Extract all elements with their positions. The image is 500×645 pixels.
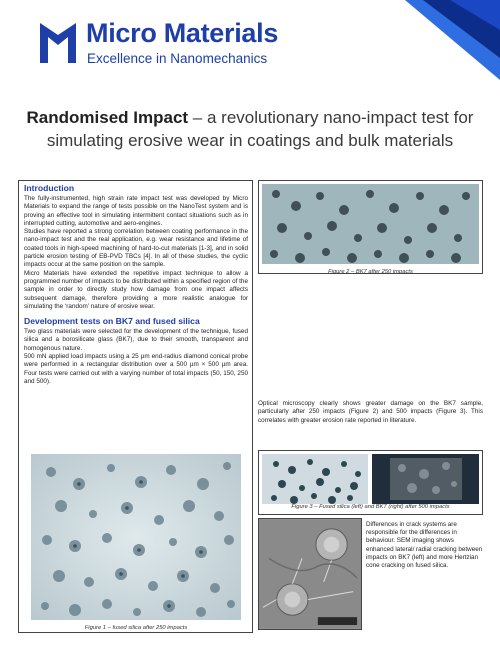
sem-image xyxy=(258,518,362,630)
figure-2 xyxy=(258,180,483,274)
right-column xyxy=(258,180,483,630)
figure-2-caption: Figure 2 – BK7 after 250 impacts xyxy=(328,269,413,275)
intro-paragraph-3: Micro Materials have extended the repetitive impact technique to allow a programmed number of impacts to be distributed within a specified region of the sample in order to directly study how damage from one impact affects subsequent damage, therefore providing a more realistic analogue for simulating the ‘random’ nature of erosive wear. xyxy=(24,269,248,310)
intro-paragraph-2: Studies have reported a strong correlation between coating performance in the nano-impact test and the real application, e.g. wear resistance and lifetime of coated tools in high-speed machining of hard-to-cut materials [1-3], and in solid particle erosion testing of EB-PVD TBCs [4]. In all of these studies, the cyclic impacts occur at the same position on the sample. xyxy=(24,228,248,269)
title-rest: – a revolutionary nano-impact test for simulating erosive wear in coatings and bulk materials xyxy=(46,108,474,150)
fused-silica-500-impacts-image xyxy=(262,454,368,504)
brand-name: Micro Materials xyxy=(86,18,279,48)
fused-silica-micrograph-image xyxy=(31,454,241,620)
sem-paragraph: Differences in crack systems are responsible for the differences in behaviour. SEM imaging shows enhanced lateral/ radial cracking between impacts on BK7 (left) and more Hertzian cone cracking on fused silica. xyxy=(366,521,483,570)
figure-3 xyxy=(258,450,483,515)
brand-tagline: Excellence in Nanomechanics xyxy=(87,51,268,66)
corner-decoration xyxy=(405,0,500,80)
figure-1 xyxy=(31,454,241,629)
title-bold: Randomised Impact xyxy=(26,108,189,127)
bk7-500-impacts-image xyxy=(372,454,479,504)
dev-heading: Development tests on BK7 and fused silica xyxy=(24,316,200,327)
page-title xyxy=(20,106,480,152)
sem-section xyxy=(258,518,483,630)
figure-3-caption: Figure 3 – Fused silica (left) and BK7 (right) after 500 impacts xyxy=(291,504,450,510)
dev-paragraph-2: 500 mN applied load impacts using a 25 µm end-radius diamond conical probe were performed in a rectangular distribution over a 500 µm × 500 µm area. Four tests were carried out with a varying number of total impacts (50, 150, 250 and 500). xyxy=(24,353,248,385)
micro-materials-logo-icon xyxy=(40,23,76,63)
bk7-micrograph-image xyxy=(262,184,479,264)
intro-paragraph-1: The fully-instrumented, high strain rate impact test was developed by Micro Materials to expand the range of tests possible on the NanoTest system and is proving an effective tool in simulating intermittent contact situations such as in interrupted cutting, automotive and aero-engines. xyxy=(24,195,248,227)
dev-paragraph-1: Two glass materials were selected for the development of the technique, fused silica and a borosilicate glass (BK7), due to their smooth, transparent and homogenous nature. xyxy=(24,328,248,352)
optical-paragraph: Optical microscopy clearly shows greater damage on the BK7 sample, particularly after 250 impacts (Figure 2) and 500 impacts (Figure 3). This correlates with greater erosion rate reported in literature. xyxy=(258,400,483,424)
left-column xyxy=(18,180,253,633)
figure-1-caption: Figure 1 – fused silica after 250 impacts xyxy=(84,625,188,631)
intro-heading: Introduction xyxy=(24,183,75,193)
